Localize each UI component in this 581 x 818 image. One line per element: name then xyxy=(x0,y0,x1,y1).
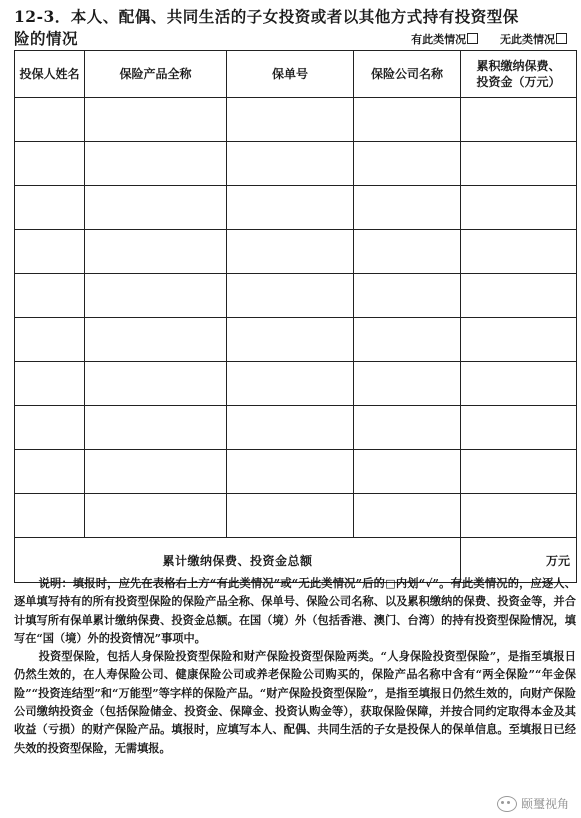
table-cell[interactable] xyxy=(85,406,227,450)
table-cell[interactable] xyxy=(354,450,461,494)
table-cell[interactable] xyxy=(227,318,354,362)
table-cell[interactable] xyxy=(85,450,227,494)
header-premium-line1: 累积缴纳保费、 xyxy=(476,59,561,73)
instructions-paragraph-1: 说明：填报时，应先在表格右上方“有此类情况”或“无此类情况”后的□内划“√”。有此类情况的，应逐人、逐单填写持有的所有投资型保险的保险产品全称、保单号、保险公司名称、以及累积缴纳的保费、投资金等，并合计填写所有保单累计缴纳保费、投资金总额。在国（境）外（包括香港、澳门、台湾）的持有投资型保险情况，填写在“国（境）外的投资情况”事项中。 xyxy=(14,576,576,645)
watermark-text: 颐璽视角 xyxy=(520,797,569,811)
table-cell[interactable] xyxy=(461,186,577,230)
header-product-name: 保险产品全称 xyxy=(85,51,227,98)
table-cell[interactable] xyxy=(461,494,577,538)
case-options xyxy=(393,32,567,48)
table-cell[interactable] xyxy=(354,274,461,318)
table-cell[interactable] xyxy=(354,494,461,538)
table-cell[interactable] xyxy=(227,98,354,142)
header-insurer-name: 保险公司名称 xyxy=(354,51,461,98)
table-cell[interactable] xyxy=(354,142,461,186)
table-row xyxy=(15,274,577,318)
header-policyholder-name: 投保人姓名 xyxy=(15,51,85,98)
header-premium-total xyxy=(461,51,577,98)
table-header-row xyxy=(15,51,577,98)
watermark xyxy=(497,795,569,812)
table-cell[interactable] xyxy=(227,494,354,538)
table-cell[interactable] xyxy=(15,318,85,362)
table-row xyxy=(15,318,577,362)
table-cell[interactable] xyxy=(15,494,85,538)
table-cell[interactable] xyxy=(461,274,577,318)
table-cell[interactable] xyxy=(227,230,354,274)
table-cell[interactable] xyxy=(85,362,227,406)
table-cell[interactable] xyxy=(85,142,227,186)
table-row xyxy=(15,362,577,406)
table-cell[interactable] xyxy=(461,142,577,186)
table-row xyxy=(15,494,577,538)
table-cell[interactable] xyxy=(227,142,354,186)
table-cell[interactable] xyxy=(85,98,227,142)
option-no-case-label: 无此类情况 xyxy=(500,33,555,46)
table-cell[interactable] xyxy=(15,142,85,186)
total-label: 累计缴纳保费、投资金总额 xyxy=(15,538,461,583)
instructions-paragraph-2: 投资型保险，包括人身保险投资型保险和财产保险投资型保险两类。“人身保险投资型保险”，是指至填报日仍然生效的，在人寿保险公司、健康保险公司或养老保险公司购买的，保险产品名称中含有“两全保险”“年金保险”“投资连结型”和“万能型”等字样的保险产品。“财产保险投资型保险”，是指至填报日仍然生效的，向财产保险公司缴纳投资金（包括保险储金、投资金、保障金、投资认购金等），获取保险保障，并按合同约定取得本金及其收益（亏损）的财产保险产品。填报时，应填写本人、配偶、共同生活的子女是投保人的保单信息。至填报日已经失效的投资型保险，无需填报。 xyxy=(14,649,576,755)
table-cell[interactable] xyxy=(354,318,461,362)
table-cell[interactable] xyxy=(15,274,85,318)
table-row xyxy=(15,406,577,450)
table-row xyxy=(15,186,577,230)
table-cell[interactable] xyxy=(227,186,354,230)
header-premium-line2: 投资金（万元） xyxy=(476,75,561,89)
table-cell[interactable] xyxy=(15,406,85,450)
table-cell[interactable] xyxy=(354,98,461,142)
option-has-case[interactable] xyxy=(411,33,482,46)
table-cell[interactable] xyxy=(354,230,461,274)
table-cell[interactable] xyxy=(227,406,354,450)
section-title: 12-3．本人、配偶、共同生活的子女投资或者以其他方式持有投资型保 xyxy=(14,7,519,26)
section-title-continued: 险的情况 xyxy=(14,29,79,48)
table-cell[interactable] xyxy=(354,406,461,450)
table-cell[interactable] xyxy=(15,362,85,406)
table-row xyxy=(15,142,577,186)
table-cell[interactable] xyxy=(461,230,577,274)
table-cell[interactable] xyxy=(85,494,227,538)
table-cell[interactable] xyxy=(461,406,577,450)
table-cell[interactable] xyxy=(15,230,85,274)
table-cell[interactable] xyxy=(85,274,227,318)
table-cell[interactable] xyxy=(461,318,577,362)
table-row xyxy=(15,450,577,494)
table-cell[interactable] xyxy=(227,362,354,406)
table-cell[interactable] xyxy=(354,186,461,230)
table-cell[interactable] xyxy=(461,450,577,494)
table-row xyxy=(15,98,577,142)
option-no-case[interactable] xyxy=(500,33,567,46)
no-case-checkbox[interactable] xyxy=(556,33,567,44)
option-has-case-label: 有此类情况 xyxy=(411,33,467,46)
table-cell[interactable] xyxy=(85,318,227,362)
table-cell[interactable] xyxy=(85,186,227,230)
table-cell[interactable] xyxy=(85,230,227,274)
table-row xyxy=(15,230,577,274)
table-cell[interactable] xyxy=(354,362,461,406)
instructions xyxy=(14,574,576,757)
header-policy-number: 保单号 xyxy=(227,51,354,98)
has-case-checkbox[interactable] xyxy=(467,33,478,44)
table-cell[interactable] xyxy=(461,362,577,406)
total-unit[interactable]: 万元 xyxy=(461,538,577,583)
wechat-icon xyxy=(497,796,517,812)
table-cell[interactable] xyxy=(15,450,85,494)
table-cell[interactable] xyxy=(227,450,354,494)
table-cell[interactable] xyxy=(461,98,577,142)
insurance-table xyxy=(14,50,577,583)
table-cell[interactable] xyxy=(15,186,85,230)
table-cell[interactable] xyxy=(15,98,85,142)
table-cell[interactable] xyxy=(227,274,354,318)
table-body xyxy=(15,98,577,538)
